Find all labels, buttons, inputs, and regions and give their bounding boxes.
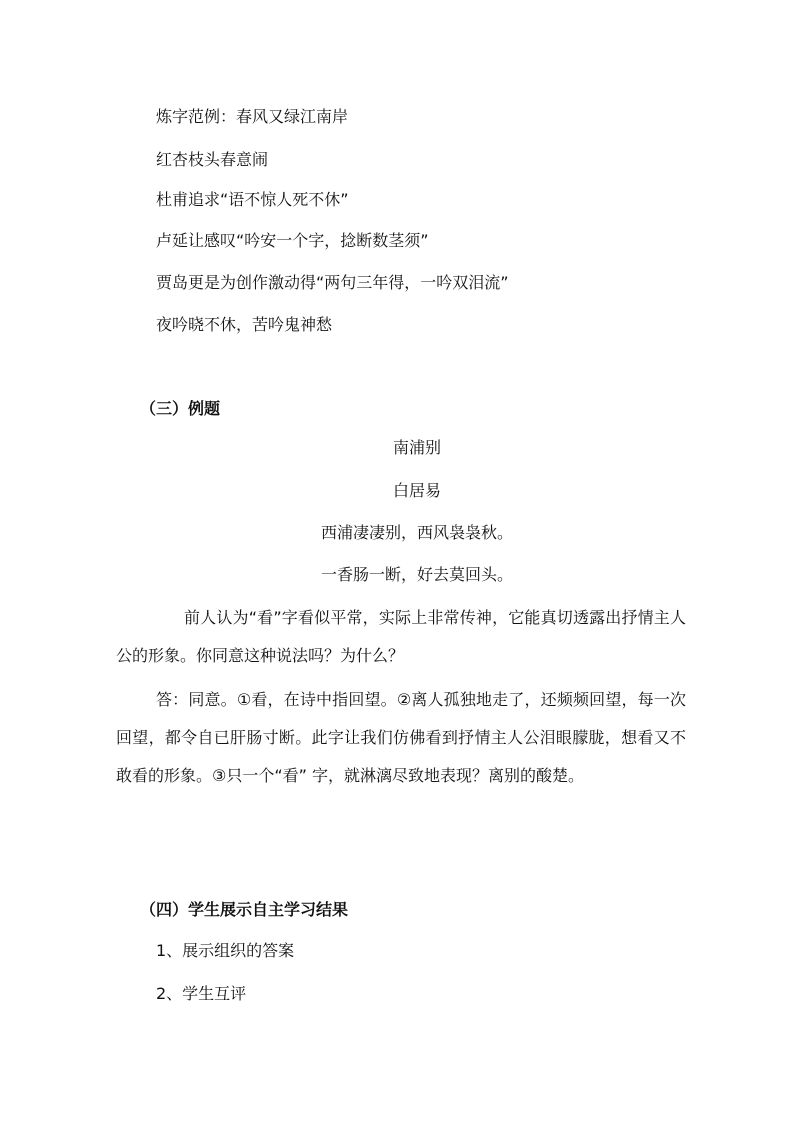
list-item-show-answers: 1、展示组织的答案 — [156, 941, 295, 960]
poem-line-2: 一香肠一断，好去莫回头。 — [320, 565, 513, 584]
list-item-peer-review: 2、学生互评 — [156, 984, 247, 1003]
text-line-hongxing: 红杏枝头春意闹 — [156, 150, 269, 169]
poem-line-1: 西浦凄凄别，西风袅袅秋。 — [320, 523, 513, 542]
text-line-dufu: 杜甫追求“语不惊人死不休” — [156, 190, 349, 209]
text-line-yeyin: 夜吟晓不休，苦吟鬼神愁 — [156, 315, 333, 334]
text-line-jiadao: 贾岛更是为创作激动得“两句三年得，一吟双泪流” — [156, 273, 509, 292]
question-paragraph: 前人认为“看”字看似平常，实际上非常传神，它能真切透露出抒情主人公的形象。你同意这种说法吗？为什么？ — [116, 608, 686, 665]
poem-author: 白居易 — [392, 481, 441, 500]
text-line-lianzi-example: 炼字范例：春风又绿江南岸 — [156, 107, 349, 126]
section-heading-examples: （三）例题 — [140, 399, 221, 418]
answer-paragraph: 答：同意。①看，在诗中指回望。②离人孤独地走了，还频频回望，每一次回望，都令自已肝肠寸断。此字让我们仿佛看到抒情主人公泪眼朦胧，想看又不敢看的形象。③只一个“看” 字，就淋漓尽致地表现？离别的酸楚。 — [116, 690, 686, 785]
poem-title: 南浦别 — [392, 438, 441, 457]
section-heading-student-showcase: （四）学生展示自主学习结果 — [140, 900, 349, 919]
text-line-luyanrang: 卢延让感叹“吟安一个字，捻断数茎须” — [156, 231, 429, 250]
